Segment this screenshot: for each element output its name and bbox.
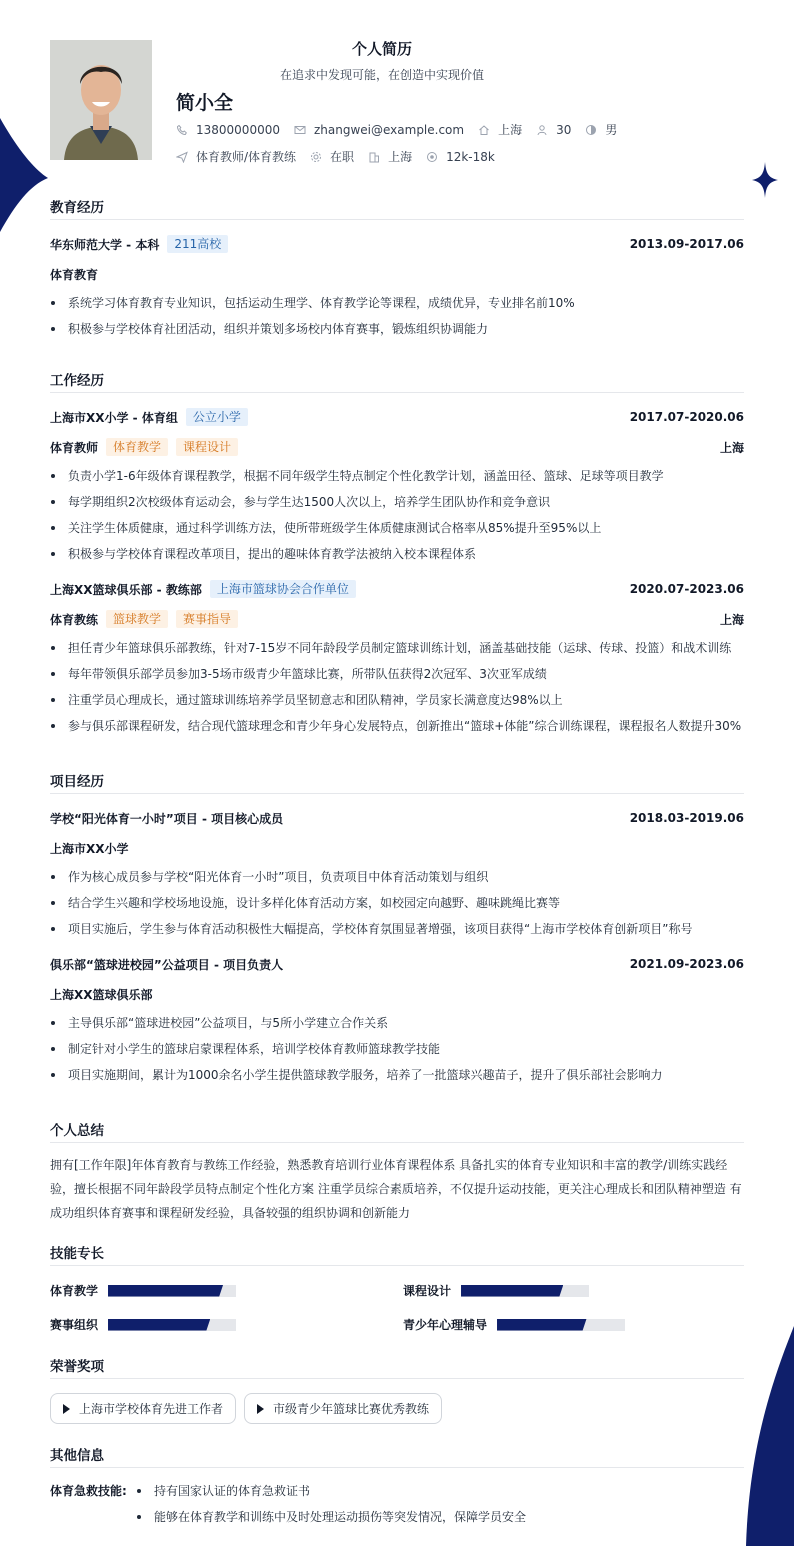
gender-value: 男 (605, 123, 618, 137)
skill-bar (461, 1285, 589, 1297)
list-item: 负责小学1-6年级体育课程教学，根据不同年级学生特点制定个性化教学计划，涵盖田径、篮球、足球等项目教学 (50, 463, 744, 489)
skill-name: 体育教学 (50, 1284, 99, 1298)
job-role-row (50, 607, 744, 631)
user-icon (536, 124, 548, 136)
age-info (536, 123, 571, 137)
project-name: 俱乐部“篮球进校园”公益项目 - 项目负责人 (50, 957, 284, 972)
skill-item (403, 1282, 589, 1299)
skill-item (403, 1316, 625, 1333)
candidate-name: 简小全 (176, 92, 234, 114)
job-skill-tag: 赛事指导 (176, 610, 238, 628)
job-org-tag: 上海市篮球协会合作单位 (210, 580, 356, 598)
education-section (50, 196, 744, 342)
job-org: 上海市XX小学 - 体育组 (50, 410, 178, 425)
job-skill-tag: 课程设计 (176, 438, 238, 456)
list-item: 项目实施期间，累计为1000余名小学生提供篮球教学服务，培养了一批篮球兴趣苗子，提升了俱乐部社会影响力 (50, 1062, 744, 1088)
summary-line: 验，擅长根据不同年龄段学员特点制定个性化方案 注重学员综合素质培养，不仅提升运动技能，更关注心理成长和团队精神塑造 有 (50, 1182, 742, 1196)
school-tag: 211高校 (167, 235, 228, 253)
education-major-row (50, 262, 744, 286)
skill-item (50, 1316, 236, 1333)
job-org: 上海XX篮球俱乐部 - 教练部 (50, 582, 202, 597)
job-location: 上海 (719, 440, 744, 455)
other-info (50, 1478, 744, 1530)
target-city-value: 上海 (388, 150, 413, 164)
phone-value: 13800000000 (196, 122, 280, 137)
education-entry-head (50, 232, 744, 256)
job-location: 上海 (719, 612, 744, 627)
job-skill-tag: 篮球教学 (106, 610, 168, 628)
awards-list (50, 1393, 744, 1424)
job-role-row (50, 435, 744, 459)
education-date: 2013.09-2017.06 (629, 237, 744, 251)
skill-bar (108, 1285, 236, 1297)
other-label: 体育急救技能: (50, 1484, 127, 1498)
list-item: 每年带领俱乐部学员参加3-5场市级青少年篮球比赛，所带队伍获得2次冠军、3次亚军成绩 (50, 661, 744, 687)
gender-icon (585, 124, 597, 136)
coin-icon (426, 151, 438, 163)
project-date: 2021.09-2023.06 (629, 957, 744, 971)
summary-line: 拥有[工作年限]年体育教育与教练工作经验，熟悉教育培训行业体育课程体系 具备扎实的体育专业知识和丰富的教学/训练实践经 (50, 1158, 728, 1172)
project-org-row (50, 982, 744, 1006)
list-item: 制定针对小学生的篮球启蒙课程体系，培训学校体育教师篮球教学技能 (50, 1036, 744, 1062)
section-title: 技能专长 (50, 1242, 744, 1266)
project-date: 2018.03-2019.06 (629, 811, 744, 825)
school-name: 华东师范大学 - 本科 (50, 237, 160, 252)
skill-name: 赛事组织 (50, 1318, 99, 1332)
list-item: 参与俱乐部课程研发，结合现代篮球理念和青少年身心发展特点，创新推出“篮球+体能”综合训练课程，课程报名人数提升30% (50, 713, 744, 739)
list-item: 注重学员心理成长，通过篮球训练培养学员坚韧意志和团队精神，学员家长满意度达98%以上 (50, 687, 744, 713)
project-bullets (50, 1010, 744, 1088)
job-skill-tag: 体育教学 (106, 438, 168, 456)
job-entry-head (50, 577, 744, 601)
sparkle-star-icon (750, 160, 780, 200)
salary-value: 12k-18k (446, 149, 495, 164)
skills-grid (50, 1266, 744, 1336)
job-date: 2020.07-2023.06 (629, 582, 744, 596)
section-title: 项目经历 (50, 770, 744, 794)
job-bullets (50, 635, 744, 739)
skill-name: 课程设计 (403, 1284, 452, 1298)
skill-bar (108, 1319, 236, 1331)
list-item: 结合学生兴趣和学校场地设施，设计多样化体育活动方案，如校园定向越野、趣味跳绳比赛等 (50, 890, 744, 916)
skill-bar (497, 1319, 625, 1331)
awards-section (50, 1355, 744, 1424)
award-label: 上海市学校体育先进工作者 (79, 1402, 224, 1416)
award-item (244, 1393, 442, 1424)
email-value: zhangwei@example.com (313, 122, 465, 137)
list-item: 积极参与学校体育社团活动，组织并策划多场校内体育赛事，锻炼组织协调能力 (50, 316, 744, 342)
salary-info (426, 150, 495, 164)
job-role: 体育教练 (50, 612, 99, 627)
list-item: 持有国家认证的体育急救证书 (136, 1478, 744, 1504)
education-bullets (50, 290, 744, 342)
section-title: 荣誉奖项 (50, 1355, 744, 1379)
list-item: 项目实施后，学生参与体育活动积极性大幅提高，学校体育氛围显著增强，该项目获得“上海市学校体育创新项目”称号 (50, 916, 744, 942)
email-info (294, 123, 464, 137)
skill-name: 青少年心理辅导 (403, 1318, 488, 1332)
skill-bar-fill (497, 1319, 587, 1331)
job-bullets (50, 463, 744, 567)
section-title: 工作经历 (50, 369, 744, 393)
skill-bar-fill (108, 1319, 210, 1331)
project-entry-head (50, 806, 744, 830)
resume-title: 个人简历 (351, 40, 412, 58)
send-icon (176, 151, 188, 163)
summary-text (50, 1153, 744, 1225)
home-icon (478, 124, 490, 136)
city-info (478, 121, 522, 138)
project-org: 上海XX篮球俱乐部 (50, 987, 153, 1002)
job-entry-head (50, 405, 744, 429)
skill-bar-fill (108, 1285, 223, 1297)
building-icon (368, 151, 380, 163)
skills-section (50, 1242, 744, 1336)
list-item: 作为核心成员参与学校“阳光体育一小时”项目，负责项目中体育活动策划与组织 (50, 864, 744, 890)
resume-subtitle: 在追求中发现可能，在创造中实现价值 (279, 68, 484, 82)
list-item: 担任青少年篮球俱乐部教练，针对7-15岁不同年龄段学员制定篮球训练计划，涵盖基础技能（运球、传球、投篮）和战术训练 (50, 635, 744, 661)
list-item: 主导俱乐部“篮球进校园”公益项目，与5所小学建立合作关系 (50, 1010, 744, 1036)
job-role: 体育教师 (50, 440, 99, 455)
settings-icon (310, 151, 322, 163)
project-name: 学校“阳光体育一小时”项目 - 项目核心成员 (50, 811, 284, 826)
job-target-value: 体育教师/体育教练 (196, 150, 297, 164)
summary-section (50, 1119, 744, 1225)
job-org-tag: 公立小学 (186, 408, 248, 426)
summary-line: 成功组织体育赛事和课程研发经验，具备较强的组织协调和创新能力 (50, 1206, 411, 1220)
projects-section (50, 770, 744, 1088)
job-intent-row (176, 148, 509, 165)
play-triangle-icon (63, 1404, 70, 1414)
major: 体育教育 (50, 267, 99, 282)
list-item: 系统学习体育教育专业知识，包括运动生理学、体育教学论等课程，成绩优异，专业排名前10% (50, 290, 744, 316)
job-date: 2017.07-2020.06 (629, 410, 744, 424)
skill-bar-fill (461, 1285, 563, 1297)
status-value: 在职 (330, 150, 355, 164)
skill-item (50, 1282, 236, 1299)
project-org-row (50, 836, 744, 860)
play-triangle-icon (257, 1404, 264, 1414)
list-item: 关注学生体质健康，通过科学训练方法，使所带班级学生体质健康测试合格率从85%提升至95%以上 (50, 515, 744, 541)
award-item (50, 1393, 236, 1424)
section-title: 其他信息 (50, 1444, 744, 1468)
city-value: 上海 (498, 123, 523, 137)
list-item: 积极参与学校体育课程改革项目，提出的趣味体育教学法被纳入校本课程体系 (50, 541, 744, 567)
award-label: 市级青少年篮球比赛优秀教练 (273, 1402, 430, 1416)
section-title: 个人总结 (50, 1119, 744, 1143)
status-info (310, 148, 354, 165)
gender-info (585, 121, 617, 138)
list-item: 能够在体育教学和训练中及时处理运动损伤等突发情况，保障学员安全 (136, 1504, 744, 1530)
other-bullets (136, 1478, 744, 1530)
job-target-info (176, 148, 296, 165)
mail-icon (294, 124, 306, 136)
target-city-info (368, 148, 412, 165)
contact-info-row (176, 121, 631, 138)
phone-info (176, 123, 280, 137)
work-section (50, 369, 744, 739)
section-title: 教育经历 (50, 196, 744, 220)
age-value: 30 (556, 122, 572, 137)
list-item: 每学期组织2次校级体育运动会，参与学生达1500人次以上，培养学生团队协作和竞争意识 (50, 489, 744, 515)
other-section (50, 1444, 744, 1530)
project-bullets (50, 864, 744, 942)
phone-icon (176, 124, 188, 136)
project-entry-head (50, 952, 744, 976)
project-org: 上海市XX小学 (50, 841, 129, 856)
